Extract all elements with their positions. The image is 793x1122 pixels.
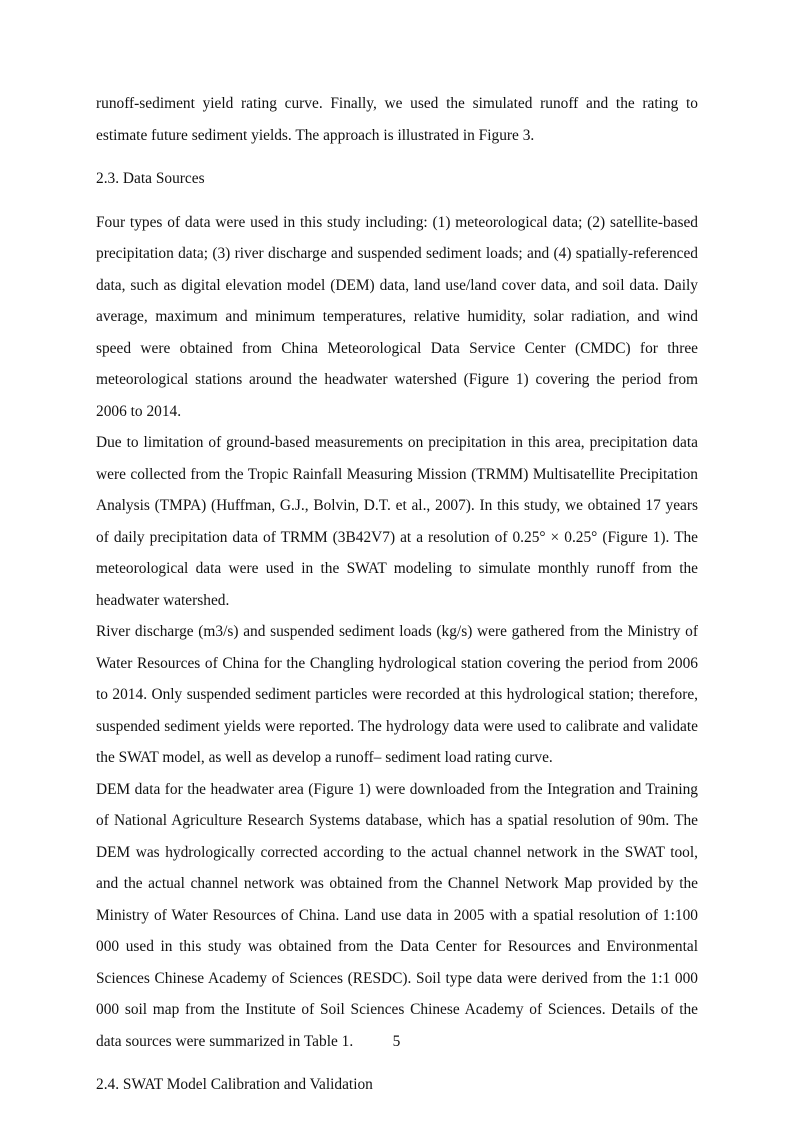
page-number: 5 <box>392 1033 401 1050</box>
paragraph-precipitation: Due to limitation of ground-based measurements on precipitation in this area, precipitation data were collected from the Tropic Rainfall Measuring Mission (TRMM) Multisatellite Precipitation Analysis (TMPA) (Huffman, G.J., Bolvin, D.T. et al., 2007). In this study, we obtained 17 years of daily precipitation data of TRMM (3B42V7) at a resolution of 0.25° × 0.25° (Figure 1). The meteorological data were used in the SWAT modeling to simulate monthly runoff from the headwater watershed. <box>96 434 698 609</box>
spacer <box>96 195 698 207</box>
section-heading-data-sources: 2.3. Data Sources <box>96 170 205 187</box>
paragraph-river-discharge: River discharge (m3/s) and suspended sediment loads (kg/s) were gathered from the Ministry of Water Resources of China for the Changling hydrological station covering the period from 2006 to 2014. Only suspended sediment particles were recorded at this hydrological station; therefore, suspended sediment yields were reported. The hydrology data were used to calibrate and validate the SWAT model, as well as develop a runoff– sediment load rating curve. <box>96 623 698 766</box>
spacer <box>96 1057 698 1069</box>
spacer <box>96 151 698 163</box>
intro-paragraph: runoff-sediment yield rating curve. Finally, we used the simulated runoff and the rating to estimate future sediment yields. The approach is illustrated in Figure 3. <box>96 95 698 144</box>
section-heading-swat-calibration: 2.4. SWAT Model Calibration and Validation <box>96 1076 373 1093</box>
paragraph-data-types: Four types of data were used in this study including: (1) meteorological data; (2) satellite-based precipitation data; (3) river discharge and suspended sediment loads; and (4) spatially-referenced data, such as digital elevation model (DEM) data, land use/land cover data, and soil data. Daily average, maximum and minimum temperatures, relative humidity, solar radiation, and wind speed were obtained from China Meteorological Data Service Center (CMDC) for three meteorological stations around the headwater watershed (Figure 1) covering the period from 2006 to 2014. <box>96 213 698 420</box>
paragraph-dem-data: DEM data for the headwater area (Figure 1) were downloaded from the Integration and Training of National Agriculture Research Systems database, which has a spatial resolution of 90m. The DEM was hydrologically corrected according to the actual channel network in the SWAT tool, and the actual channel network was obtained from the Channel Network Map provided by the Ministry of Water Resources of China. Land use data in 2005 with a spatial resolution of 1:100 000 used in this study was obtained from the Data Center for Resources and Environmental Sciences Chinese Academy of Sciences (RESDC). Soil type data were derived from the 1:1 000 000 soil map from the Institute of Soil Sciences Chinese Academy of Sciences. Details of the data sources were summarized in Table 1. <box>96 780 698 1050</box>
page-content <box>96 88 698 1101</box>
